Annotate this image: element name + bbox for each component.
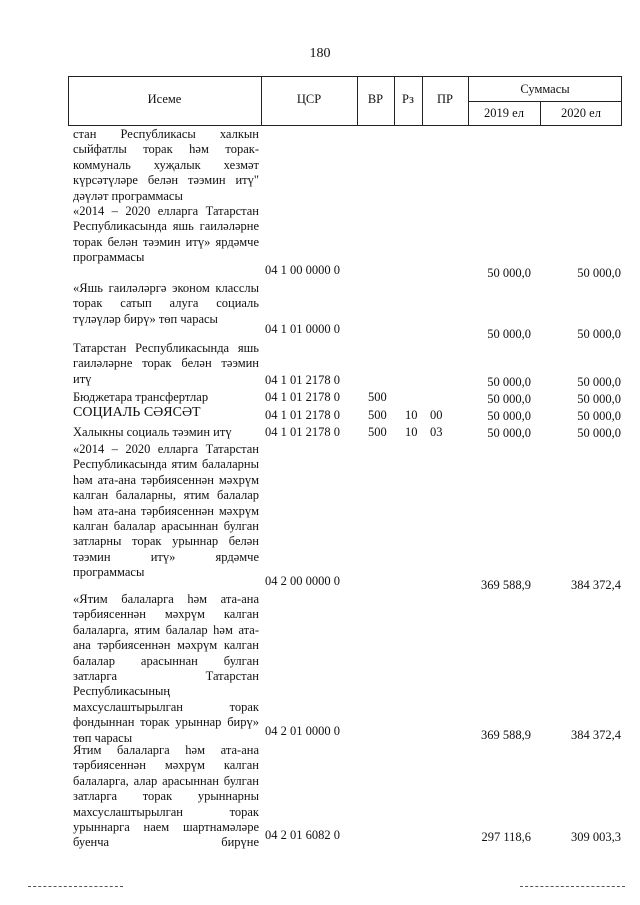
row-sum-2020: 50 000,0: [577, 375, 621, 389]
footer-scan-rule: [520, 886, 625, 887]
row-name: «Ятим балаларга һәм ата-ана тәрбиясеннән мәхрүм калган балаларга, ятим балалар һәм ата-ана тәрбиясеннән мәхрүм калган балалар арасыннан булган затларга Татарстан Республикасының махсуслаштырылган торак фондыннан торак урыннар бирү» төп чарасы: [73, 592, 259, 745]
row-sum-2019: 50 000,0: [487, 409, 531, 423]
header-name: Исеме: [147, 92, 182, 106]
row-pr: 00: [430, 408, 443, 422]
header-rz: Рз: [402, 92, 414, 106]
row-csr: 04 2 00 0000 0: [265, 574, 340, 588]
row-name: СОЦИАЛЬ СӘЯСӘТ: [73, 405, 201, 420]
row-name: Татарстан Республикасында яшь гаиләләрне торак белән тәэмин итү: [73, 341, 259, 386]
row-vr: 500: [368, 425, 387, 439]
row-sum-2019: 50 000,0: [487, 266, 531, 280]
row-csr: 04 2 01 6082 0: [265, 828, 340, 842]
row-name: Халыкны социаль тәэмин итү: [73, 425, 232, 439]
row-sum-2020: 384 372,4: [571, 728, 621, 742]
header-vr: ВР: [367, 92, 384, 106]
header-csr: ЦСР: [296, 92, 322, 106]
header-bottom-rule: [68, 125, 622, 126]
row-csr: 04 1 01 2178 0: [265, 373, 340, 387]
row-csr: 04 1 01 2178 0: [265, 425, 340, 439]
row-rz: 10: [405, 425, 418, 439]
footer-scan-rule: [28, 886, 123, 887]
row-sum-2019: 369 588,9: [481, 578, 531, 592]
row-sum-2019: 50 000,0: [487, 392, 531, 406]
row-sum-2020: 50 000,0: [577, 392, 621, 406]
header-top-rule: [68, 76, 622, 77]
header-sums: Суммасы: [520, 82, 570, 96]
row-sum-2019: 369 588,9: [481, 728, 531, 742]
row-name: Ятим балаларга һәм ата-ана тәрбиясеннән мәхрүм калган балаларга, алар арасыннан булган затларга торак урыннарны махсуслаштырылган торак урыннарга наем шартнамәләре буенча бирүне: [73, 743, 259, 850]
row-sum-2020: 309 003,3: [571, 830, 621, 844]
row-csr: 04 1 00 0000 0: [265, 263, 340, 277]
row-name: стан Республикасы халкын сыйфатлы торак һәм торак-коммуналь хуҗалык хезмәт күрсәтүләре белән тәэмин итү" дәүләт программасы: [73, 127, 259, 203]
row-csr: 04 1 01 2178 0: [265, 390, 340, 404]
row-csr: 04 1 01 2178 0: [265, 408, 340, 422]
header-year-2019: 2019 ел: [484, 106, 524, 120]
row-sum-2019: 297 118,6: [481, 830, 531, 844]
row-csr: 04 2 01 0000 0: [265, 724, 340, 738]
row-name: «2014 – 2020 елларга Татарстан Республикасында ятим балаларны һәм ата-ана тәрбиясеннән мәхрүм калган балаларны, ятим балалар һәм ата-ана тәрбиясеннән мәхрүм калган балалар арасыннан булган затларны торак урыннар белән тәэмин итү» ярдәмче программасы: [73, 442, 259, 580]
header-pr: ПР: [437, 92, 453, 106]
row-csr: 04 1 01 0000 0: [265, 322, 340, 336]
row-sum-2019: 50 000,0: [487, 375, 531, 389]
row-sum-2020: 384 372,4: [571, 578, 621, 592]
row-name: Бюджетара трансфертлар: [73, 390, 209, 404]
row-name: «Яшь гаиләләргә эконом класслы торак сатып алуга социаль түләүләр бирү» төп чарасы: [73, 281, 259, 326]
row-name: «2014 – 2020 елларга Татарстан Республикасында яшь гаиләләрне торак белән тәэмин итү» ярдәмче программасы: [73, 204, 259, 265]
page-number: 180: [309, 46, 331, 61]
header-sums-rule: [468, 101, 622, 102]
row-pr: 03: [430, 425, 443, 439]
row-vr: 500: [368, 390, 387, 404]
row-sum-2020: 50 000,0: [577, 327, 621, 341]
row-sum-2019: 50 000,0: [487, 327, 531, 341]
row-sum-2020: 50 000,0: [577, 426, 621, 440]
row-sum-2020: 50 000,0: [577, 266, 621, 280]
row-vr: 500: [368, 408, 387, 422]
row-sum-2020: 50 000,0: [577, 409, 621, 423]
row-rz: 10: [405, 408, 418, 422]
header-year-2020: 2020 ел: [561, 106, 601, 120]
row-sum-2019: 50 000,0: [487, 426, 531, 440]
